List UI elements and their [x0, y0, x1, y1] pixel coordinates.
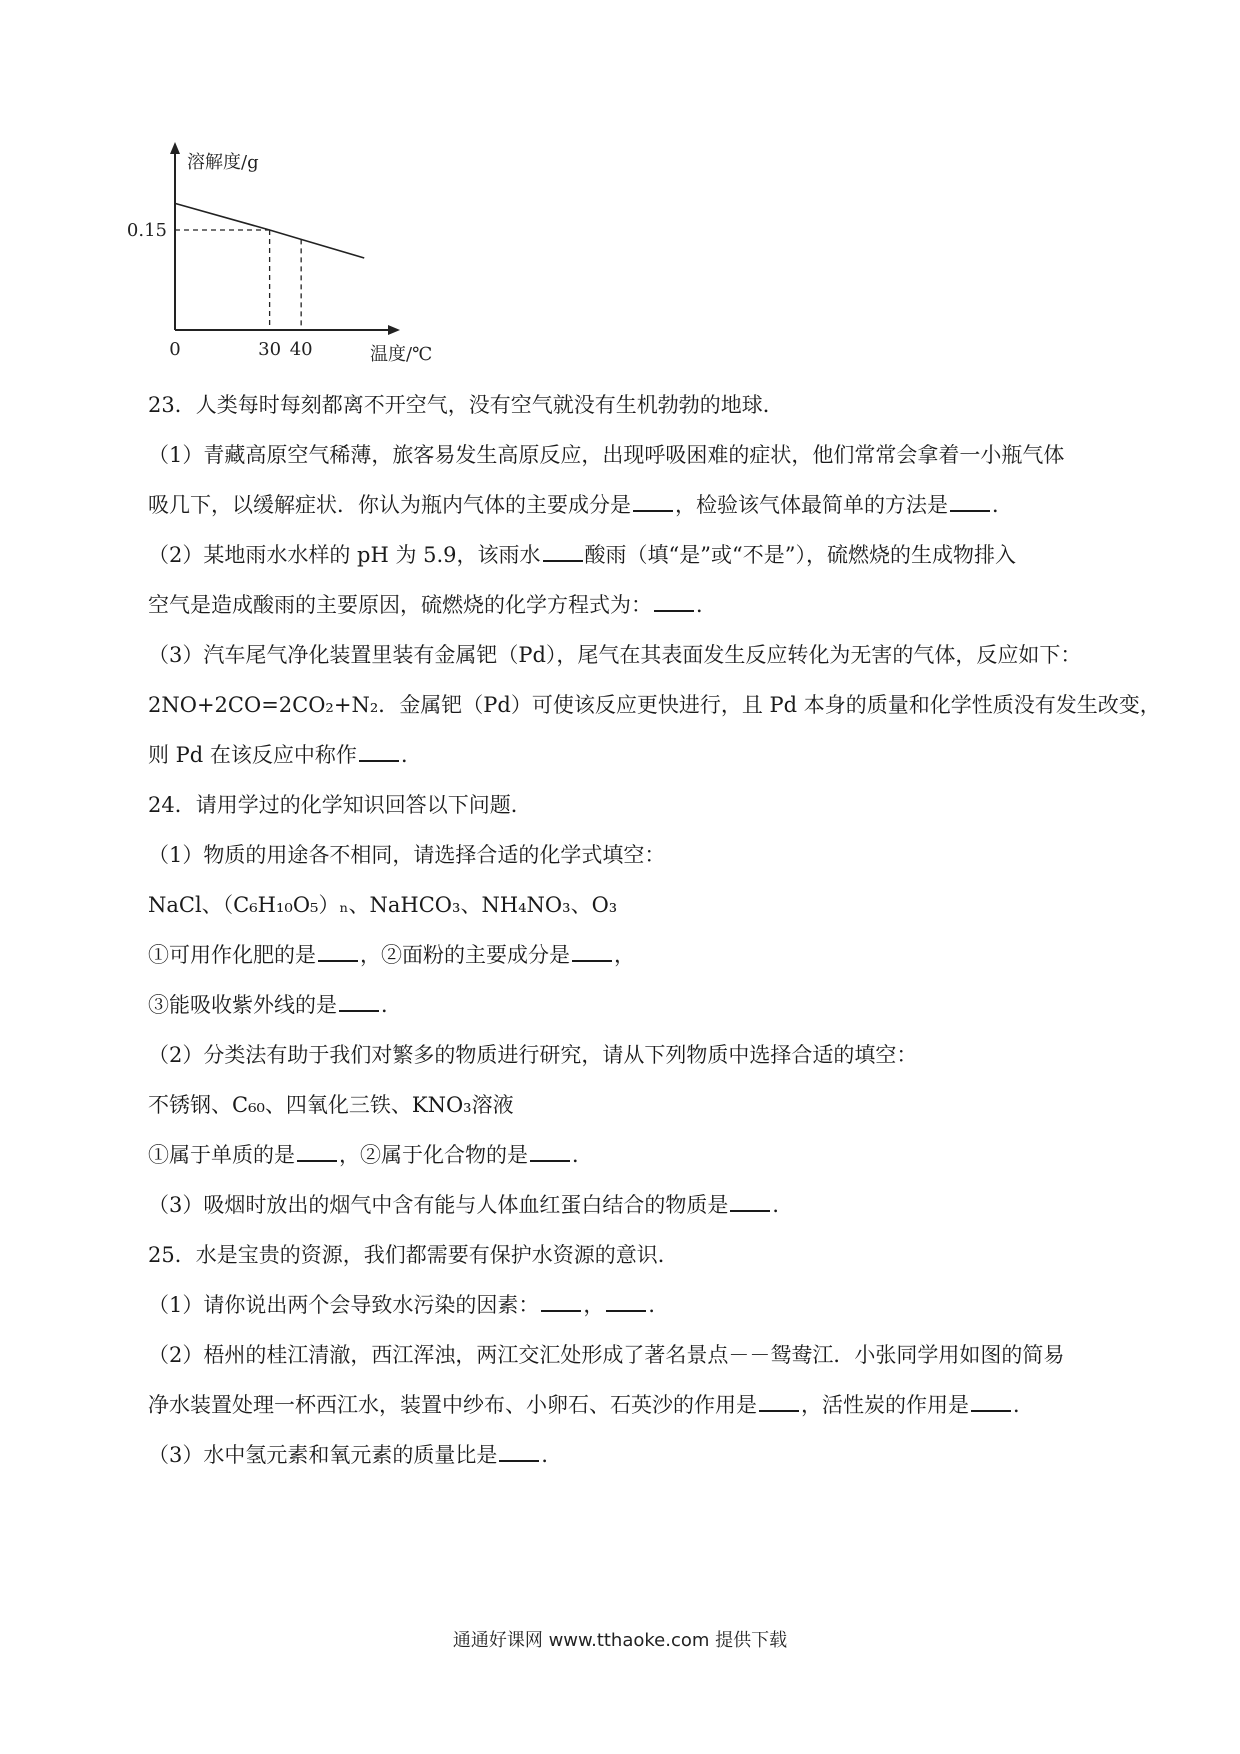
- q24-part1-a: ①可用作化肥的是 ，②面粉的主要成分是 ，: [148, 943, 635, 967]
- answer-blank[interactable]: [297, 1141, 337, 1162]
- x-tick-label: 40: [289, 339, 313, 360]
- answer-blank[interactable]: [606, 1291, 646, 1312]
- q24-part1-b: ③能吸收紫外线的是 ．: [148, 993, 402, 1017]
- q23-part2-line1: （2）某地雨水水样的 pH 为 5.9，该雨水 酸雨（填“是”或“不是”），硫燃烧的生成物排入: [148, 543, 1016, 567]
- q24-part3: （3）吸烟时放出的烟气中含有能与人体血红蛋白结合的物质是 ．: [148, 1193, 794, 1217]
- q23-part1-line2: 吸几下，以缓解症状．你认为瓶内气体的主要成分是 ，检验该气体最简单的方法是 ．: [148, 493, 1013, 517]
- q24-substances: 不锈钢、C₆₀、四氧化三铁、KNO₃溶液: [148, 1093, 514, 1117]
- answer-blank[interactable]: [499, 1441, 539, 1462]
- answer-blank[interactable]: [543, 541, 583, 562]
- q23-part2-line2: 空气是造成酸雨的主要原因，硫燃烧的化学方程式为： ．: [148, 593, 717, 617]
- questions: [148, 380, 1161, 1480]
- answer-blank[interactable]: [318, 941, 358, 962]
- q23-part3-line2: 2NO+2CO=2CO₂+N₂．金属钯（Pd）可使该反应更快进行，且 Pd 本身的质量和化学性质没有发生改变，: [148, 693, 1161, 717]
- q24-formulas: NaCl、（C₆H₁₀O₅）ₙ、NaHCO₃、NH₄NO₃、O₃: [148, 893, 618, 917]
- answer-blank[interactable]: [530, 1141, 570, 1162]
- x-tick-label: 30: [258, 339, 282, 360]
- q24-part2-a: ①属于单质的是 ，②属于化合物的是 ．: [148, 1143, 593, 1167]
- q23-stem: 23．人类每时每刻都离不开空气，没有空气就没有生机勃勃的地球．: [148, 393, 784, 417]
- answer-blank[interactable]: [950, 491, 990, 512]
- q25-part2-line1: （2）梧州的桂江清澈，西江浑浊，两江交汇处形成了著名景点－－鸳鸯江．小张同学用如图的简易: [148, 1343, 1065, 1367]
- y-tick-label: 0.15: [126, 220, 167, 241]
- y-axis-label: 溶解度/g: [187, 152, 259, 173]
- y-axis-arrow: [170, 142, 180, 154]
- q23-part3-line1: （3）汽车尾气净化装置里装有金属钯（Pd），尾气在其表面发生反应转化为无害的气体，反应如下：: [148, 643, 1082, 667]
- answer-blank[interactable]: [339, 991, 379, 1012]
- solubility-chart-svg: [126, 145, 450, 375]
- answer-blank[interactable]: [633, 491, 673, 512]
- q24-part2: （2）分类法有助于我们对繁多的物质进行研究，请从下列物质中选择合适的填空：: [148, 1043, 918, 1067]
- x-axis-label: 温度/℃: [370, 344, 433, 365]
- answer-blank[interactable]: [359, 741, 399, 762]
- q25-part2-line2: 净水装置处理一杯西江水，装置中纱布、小卵石、石英沙的作用是 ，活性炭的作用是 ．: [148, 1393, 1034, 1417]
- q23-part3-line3: 则 Pd 在该反应中称作 ．: [148, 743, 422, 767]
- solubility-chart: [126, 145, 450, 375]
- q24-stem: 24．请用学过的化学知识回答以下问题．: [148, 793, 532, 817]
- answer-blank[interactable]: [654, 591, 694, 612]
- answer-blank[interactable]: [759, 1391, 799, 1412]
- answer-blank[interactable]: [572, 941, 612, 962]
- q25-part1: （1）请你说出两个会导致水污染的因素： ， ．: [148, 1293, 670, 1317]
- answer-blank[interactable]: [730, 1191, 770, 1212]
- footer-source: 通通好课网 www.tthaoke.com 提供下载: [452, 1630, 788, 1651]
- x-axis-arrow: [388, 325, 400, 335]
- q24-part1: （1）物质的用途各不相同，请选择合适的化学式填空：: [148, 843, 666, 867]
- answer-blank[interactable]: [971, 1391, 1011, 1412]
- q25-part3: （3）水中氢元素和氧元素的质量比是 ．: [148, 1443, 563, 1467]
- q25-stem: 25．水是宝贵的资源，我们都需要有保护水资源的意识．: [148, 1243, 679, 1267]
- answer-blank[interactable]: [541, 1291, 581, 1312]
- q23-part1-line1: （1）青藏高原空气稀薄，旅客易发生高原反应，出现呼吸困难的症状，他们常常会拿着一小瓶气体: [148, 443, 1065, 467]
- x-tick-label: 0: [169, 339, 181, 360]
